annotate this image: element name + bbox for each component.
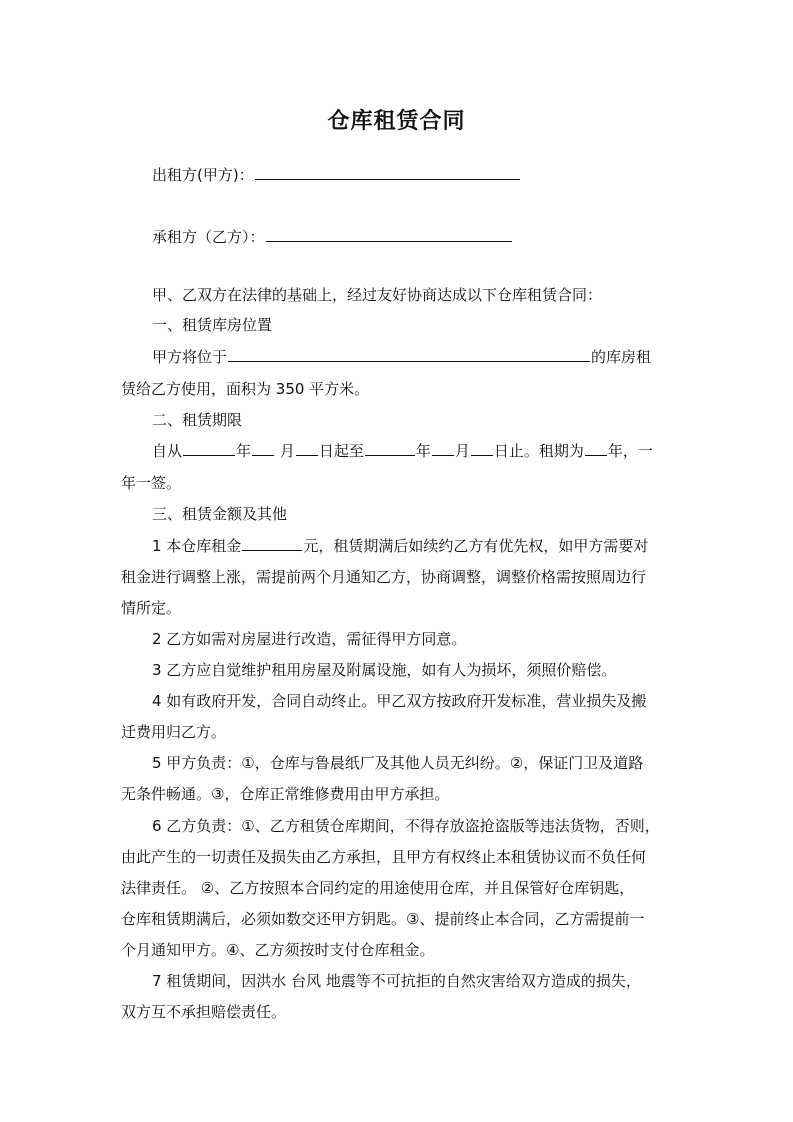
item6-line1: 6 乙方负责：①、乙方租赁仓库期间，不得存放盗抢盗版等违法货物，否则， bbox=[152, 817, 660, 835]
lessee-name-blank[interactable] bbox=[266, 226, 512, 242]
location-blank[interactable] bbox=[228, 346, 590, 362]
month-label: 月 bbox=[279, 442, 295, 460]
section2-line2: 年一签。 bbox=[121, 474, 182, 492]
item7-line1: 7 租赁期间，因洪水 台风 地震等不可抗拒的自然灾害给双方造成的损失， bbox=[152, 972, 641, 990]
item7-line2: 双方互不承担赔偿责任。 bbox=[121, 1003, 287, 1021]
year-label: 年 bbox=[415, 442, 431, 460]
lessor-name-blank[interactable] bbox=[255, 164, 520, 180]
section3-heading: 三、租赁金额及其他 bbox=[152, 505, 288, 523]
intro-paragraph: 甲、乙双方在法律的基础上，经过友好协商达成以下仓库租赁合同： bbox=[152, 286, 603, 304]
rent-amount-blank[interactable] bbox=[242, 535, 302, 551]
location-prefix: 甲方将位于 bbox=[152, 348, 228, 366]
day-end-label: 日止。租期为 bbox=[493, 442, 584, 460]
lessee-label: 承租方（乙方）： bbox=[152, 228, 265, 246]
term-from-label: 自从 bbox=[152, 442, 183, 460]
item4-line2: 迁费用归乙方。 bbox=[121, 723, 227, 741]
section2-heading: 二、租赁期限 bbox=[152, 411, 243, 429]
item5-line1: 5 甲方负责：①，仓库与鲁晨纸厂及其他人员无纠纷。②，保证门卫及道路 bbox=[152, 754, 644, 772]
term-years-label: 年，一 bbox=[607, 442, 653, 460]
end-day-blank[interactable] bbox=[471, 440, 493, 456]
start-year-blank[interactable] bbox=[183, 440, 235, 456]
item3: 3 乙方应自觉维护租用房屋及附属设施，如有人为损坏，须照价赔偿。 bbox=[152, 661, 617, 679]
item6-line5: 个月通知甲方。④、乙方须按时支付仓库租金。 bbox=[121, 941, 435, 959]
start-day-blank[interactable] bbox=[296, 440, 318, 456]
month-label: 月 bbox=[454, 442, 470, 460]
rent-prefix: 1 本仓库租金 bbox=[152, 537, 242, 555]
rent-suffix: 元，租赁期满后如续约乙方有优先权，如甲方需要对 bbox=[303, 537, 649, 555]
item6-line4: 仓库租赁期满后，必须如数交还甲方钥匙。③、提前终止本合同，乙方需提前一 bbox=[121, 910, 645, 928]
lessee-line bbox=[152, 220, 682, 254]
document-title: 仓库租赁合同 bbox=[327, 108, 466, 134]
item1-line1 bbox=[152, 529, 682, 563]
section1-line1 bbox=[152, 340, 682, 374]
start-month-blank[interactable] bbox=[252, 440, 274, 456]
lessor-line bbox=[152, 158, 682, 192]
term-years-blank[interactable] bbox=[585, 440, 607, 456]
location-suffix: 的库房租 bbox=[591, 348, 652, 366]
item4-line1: 4 如有政府开发，合同自动终止。甲乙双方按政府开发标准，营业损失及搬 bbox=[152, 692, 647, 710]
item6-line3: 法律责任。 ②、乙方按照本合同约定的用途使用仓库，并且保管好仓库钥匙， bbox=[121, 879, 635, 897]
section1-line2: 赁给乙方使用，面积为 350 平方米。 bbox=[121, 380, 370, 398]
item6-line2: 由此产生的一切责任及损失由乙方承担，且甲方有权终止本租赁协议而不负任何 bbox=[121, 848, 647, 866]
day-until-label: 日起至 bbox=[318, 442, 364, 460]
section2-line1 bbox=[152, 434, 682, 468]
item2: 2 乙方如需对房屋进行改造，需征得甲方同意。 bbox=[152, 630, 467, 648]
lessor-label: 出租方(甲方)： bbox=[152, 166, 254, 184]
item1-line2: 租金进行调整上涨，需提前两个月通知乙方，协商调整，调整价格需按照周边行 bbox=[121, 568, 647, 586]
end-year-blank[interactable] bbox=[365, 440, 415, 456]
item5-line2: 无条件畅通。③，仓库正常维修费用由甲方承担。 bbox=[121, 785, 450, 803]
section1-heading: 一、租赁库房位置 bbox=[152, 316, 273, 334]
year-label: 年 bbox=[236, 442, 252, 460]
item1-line3: 情所定。 bbox=[121, 599, 182, 617]
end-month-blank[interactable] bbox=[432, 440, 454, 456]
